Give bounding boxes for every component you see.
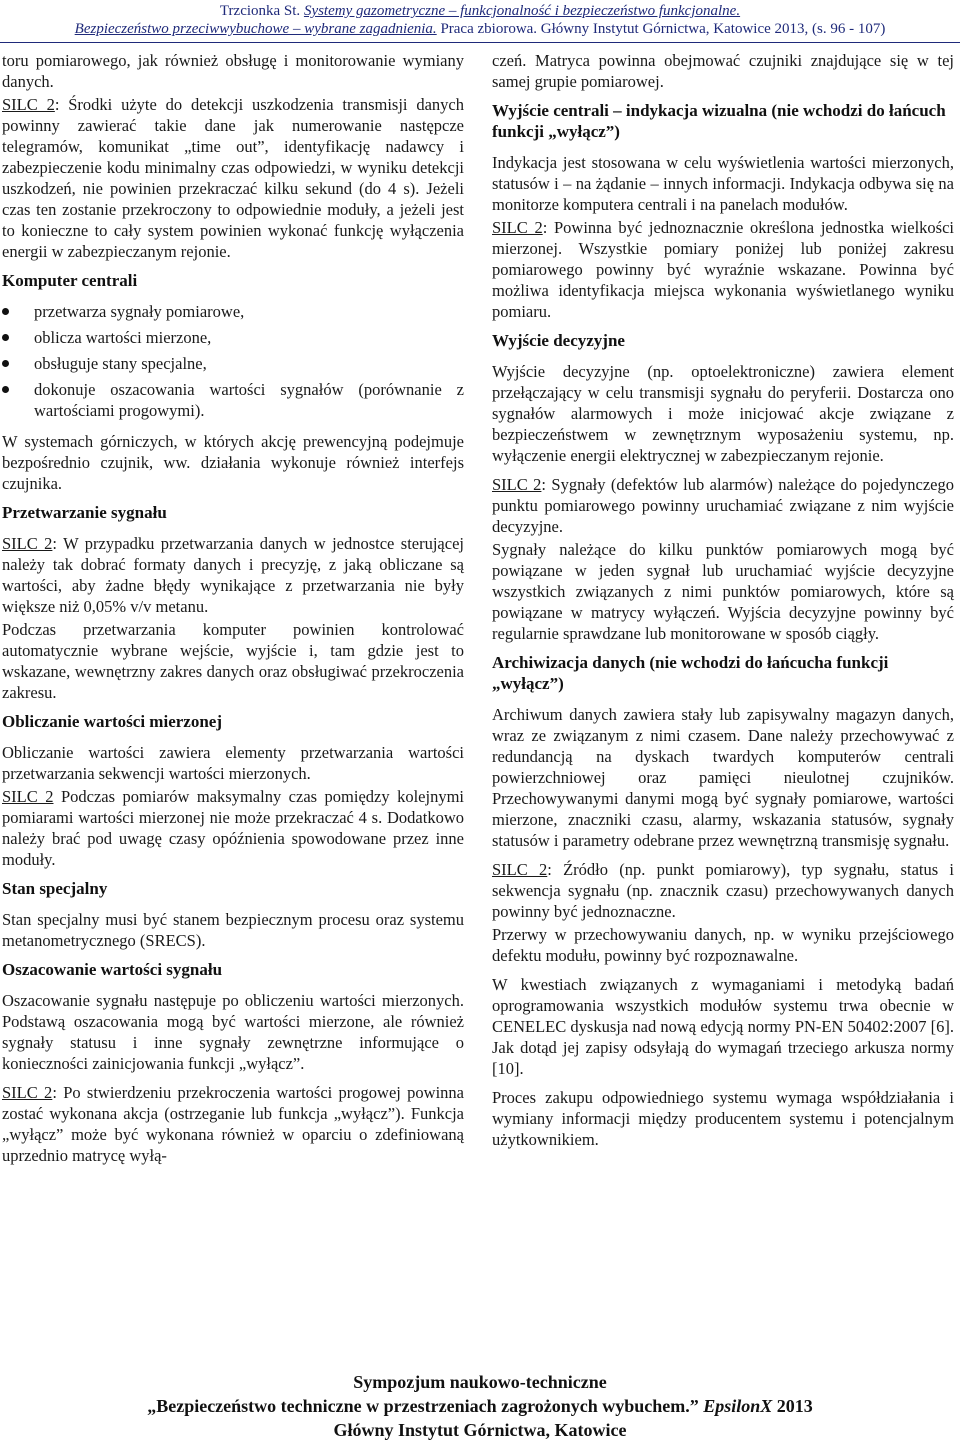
- header-divider: [0, 42, 960, 43]
- paragraph: Indykacja jest stosowana w celu wyświetlenia wartości mierzonych, statusów i – na żądanie – innych informacji. Indykacja odbywa się na monitorze komputera centrali i na panelach modułów.: [492, 153, 954, 214]
- header-citation-line-1: [0, 2, 960, 20]
- footer-year: 2013: [772, 1396, 813, 1416]
- list-item-text: obsługuje stany specjalne,: [34, 354, 207, 373]
- section-heading-obliczanie: Obliczanie wartości mierzonej: [2, 712, 222, 731]
- paragraph: Podczas przetwarzania komputer powinien kontrolować automatycznie wybrane wejście, wyjście i, tam gdzie jest to wskazane, wewnętrzny zakres danych oraz obsługiwać przekroczenia zakresu.: [2, 620, 464, 702]
- paragraph-text: : Sygnały (defektów lub alarmów) należące do pojedynczego punktu pomiarowego powinny uruchamiać związane z nim wyjście decyzyjne.: [492, 475, 955, 536]
- paragraph: Przerwy w przechowywaniu danych, np. w wyniku przejściowego defektu modułu, powinny być rozpoznawalne.: [492, 925, 954, 965]
- list-item: [2, 301, 464, 322]
- paragraph-silc: [492, 859, 954, 922]
- paragraph: toru pomiarowego, jak również obsługę i monitorowanie wymiany danych.: [2, 51, 464, 91]
- bullet-icon: [2, 386, 9, 393]
- paragraph-text: Podczas pomiarów maksymalny czas pomiędzy kolejnymi pomiarami wartości mierzonej nie może przekraczać 4 s. Dodatkowo należy brać pod uwagę czasy opóźnienia spowodowane przez inne moduły.: [2, 787, 464, 869]
- silc-label: SILC 2: [492, 860, 548, 879]
- paragraph: Archiwum danych zawiera stały lub zapisywalny magazyn danych, wraz ze związanym z nimi czasem. Dane należy przechowywać z redundancją na dyskach twardych komputerów centrali powierzchniowej oraz pamięci nieulotnej czujników. Przechowywanymi danymi mogą być sygnały pomiarowe, wartości mierzone, znaczniki czasu, alarmy, wskazania statusów, sygnały statusów i parametry odebrane przez wewnętrzną transmisję sygnału.: [492, 705, 954, 850]
- paragraph-text: : Źródło (np. punkt pomiarowy), typ sygnału, status i sekwencja sygnału (np. znacznik czasu) przechowywanych danych powinny być jednoznaczne.: [492, 860, 954, 921]
- section-heading-stan: Stan specjalny: [2, 879, 108, 898]
- paragraph-silc: [2, 533, 464, 617]
- bullet-icon: [2, 308, 9, 315]
- silc-label: SILC 2: [2, 534, 53, 553]
- paragraph-silc: [2, 786, 464, 870]
- bullet-icon: [2, 360, 9, 367]
- bullet-icon: [2, 334, 9, 341]
- paragraph-text: : W przypadku przetwarzania danych w jednostce sterującej należy tak dobrać formaty danych i precyzję, z jaką obliczane są wartości, aby żadne błędy wynikające z przetwarzania nie były większe niż 0,05% v/v metanu.: [2, 534, 464, 616]
- footer-epsilonx: EpsilonX: [703, 1396, 773, 1416]
- section-heading-wyjscie-decyzyjne: Wyjście decyzyjne: [492, 331, 625, 350]
- paragraph: czeń. Matryca powinna obejmować czujniki znajdujące się w tej samej grupie pomiarowej.: [492, 51, 954, 91]
- list-item: [2, 379, 464, 421]
- list-item: [2, 353, 464, 374]
- silc-label: SILC 2: [2, 1083, 53, 1102]
- silc-label: SILC 2: [2, 787, 54, 806]
- list-item-text: oblicza wartości mierzone,: [34, 328, 212, 347]
- section-heading-komputer: Komputer centrali: [2, 271, 138, 290]
- paragraph: Wyjście decyzyjne (np. optoelektroniczne) zawiera element przełączający w celu transmisji sygnału do peryferii. Dostarcza ono sygnałów alarmowych i może inicjować akcje związane z bezpieczeństwem w zewnętrznym wyposażeniu systemu, np. wyłączenie energii elektrycznej w zabezpieczanym rejonie.: [492, 362, 954, 465]
- paragraph: W kwestiach związanych z wymaganiami i metodyką badań oprogramowania wszystkich modułów systemu trwa obecnie w CENELEC dyskusja nad nową edycją normy PN-EN 50402:2007 [6]. Jak dotąd jej zapisy odsyłają do wymagań trzeciego arkusza normy [10].: [492, 975, 954, 1078]
- header-citation-line-2: [0, 20, 960, 38]
- footer-conference-title: [0, 1394, 960, 1418]
- list-item-text: dokonuje oszacowania wartości sygnałów (porównanie z wartościami progowymi).: [34, 380, 464, 420]
- list-item: [2, 327, 464, 348]
- footer-conference-name: „Bezpieczeństwo techniczne w przestrzeniach zagrożonych wybuchem.”: [147, 1396, 704, 1416]
- right-column: [492, 50, 954, 1158]
- paragraph: Obliczanie wartości zawiera elementy przetwarzania wartości przetwarzania sekwencji wartości mierzonych.: [2, 743, 464, 783]
- section-heading-wyjscie-centrali: Wyjście centrali – indykacja wizualna (nie wchodzi do łańcuch funkcji „wyłącz”): [492, 101, 946, 141]
- page-footer: [0, 1370, 960, 1442]
- left-column: [2, 50, 464, 1174]
- section-heading-przetwarzanie: Przetwarzanie sygnału: [2, 503, 167, 522]
- header-book-title[interactable]: Bezpieczeństwo przeciwwybuchowe – wybrane zagadnienia.: [74, 21, 437, 37]
- paragraph: Proces zakupu odpowiedniego systemu wymaga współdziałania i wymiany informacji między producentem systemu i potencjalnym użytkownikiem.: [492, 1088, 954, 1149]
- page-header: [0, 0, 960, 44]
- paragraph: Stan specjalny musi być stanem bezpiecznym procesu oraz systemu metanometrycznego (SRECS).: [2, 910, 464, 950]
- bullet-list: [2, 301, 464, 421]
- section-heading-archiwizacja: Archiwizacja danych (nie wchodzi do łańcucha funkcji „wyłącz”): [492, 653, 889, 693]
- paragraph: W systemach górniczych, w których akcję prewencyjną podejmuje bezpośrednio czujnik, ww. działania wykonuje również interfejs czujnika.: [2, 432, 464, 493]
- paragraph-text: : Po stwierdzeniu przekroczenia wartości progowej powinna zostać wykonana akcja (ostrzeganie lub funkcja „wyłącz”). Funkcja „wyłącz” może być wykonana również w oparciu o zdefiniowaną uprzednio matrycę wyłą-: [2, 1083, 464, 1165]
- paragraph-silc: [2, 94, 464, 262]
- paragraph-silc: [492, 474, 954, 537]
- silc-label: SILC 2: [2, 95, 55, 114]
- header-author: Trzcionka St.: [219, 3, 304, 19]
- paragraph-text: : Środki użyte do detekcji uszkodzenia transmisji danych powinny zawierać takie dane jak numerowanie następcze telegramów, komunikat „time out”, identyfikację nadawcy i zabezpieczenie kodu minimalny czas odpowiedzi, w wyniku detekcji uszkodzeń, nie powinien przekraczać kilku sekund (do 4 s). Jeżeli czas ten zostanie przekroczony to odpowiednie moduły, a jeżeli jest to konieczne to cały system powinien wykonać funkcję wyłączenia energii w zabezpieczanym rejonie.: [2, 95, 464, 261]
- paragraph-silc: [492, 217, 954, 322]
- paragraph: Oszacowanie sygnału następuje po obliczeniu wartości mierzonych. Podstawą oszacowania mogą być wartości mierzone, ale również sygnały statusu i inne sygnały zewnętrzne informujące o konieczności zainicjowania funkcji „wyłącz”.: [2, 991, 464, 1073]
- footer-institute: Główny Instytut Górnictwa, Katowice: [333, 1420, 627, 1440]
- section-heading-oszacowanie: Oszacowanie wartości sygnału: [2, 960, 223, 979]
- silc-label: SILC 2: [492, 475, 542, 494]
- paragraph-text: : Powinna być jednoznacznie określona jednostka wielkości mierzonej. Wszystkie pomiary poniżej lub poniżej zakresu pomiarowego powinny być wyraźnie wskazane. Powinna być możliwa identyfikacja miejsca wykonania wyświetlanego wyniku pomiaru.: [492, 218, 954, 321]
- paragraph: Sygnały należące do kilku punktów pomiarowych mogą być powiązane w jeden sygnał lub uruchamiać wyjście decyzyjne wszystkich związanych z nimi punktów pomiarowych, które są powiązane w matrycy wyłączeń. Wyjścia decyzyjne powinny być regularnie sprawdzane lub monitorowane w sposób ciągły.: [492, 540, 954, 643]
- list-item-text: przetwarza sygnały pomiarowe,: [34, 302, 245, 321]
- silc-label: SILC 2: [492, 218, 543, 237]
- header-publication-info: Praca zbiorowa. Główny Instytut Górnictwa, Katowice 2013, (s. 96 - 107): [436, 21, 886, 37]
- footer-symposium: Sympozjum naukowo-techniczne: [353, 1372, 607, 1392]
- header-title-link[interactable]: Systemy gazometryczne – funkcjonalność i bezpieczeństwo funkcjonalne.: [303, 3, 741, 19]
- paragraph-silc: [2, 1082, 464, 1166]
